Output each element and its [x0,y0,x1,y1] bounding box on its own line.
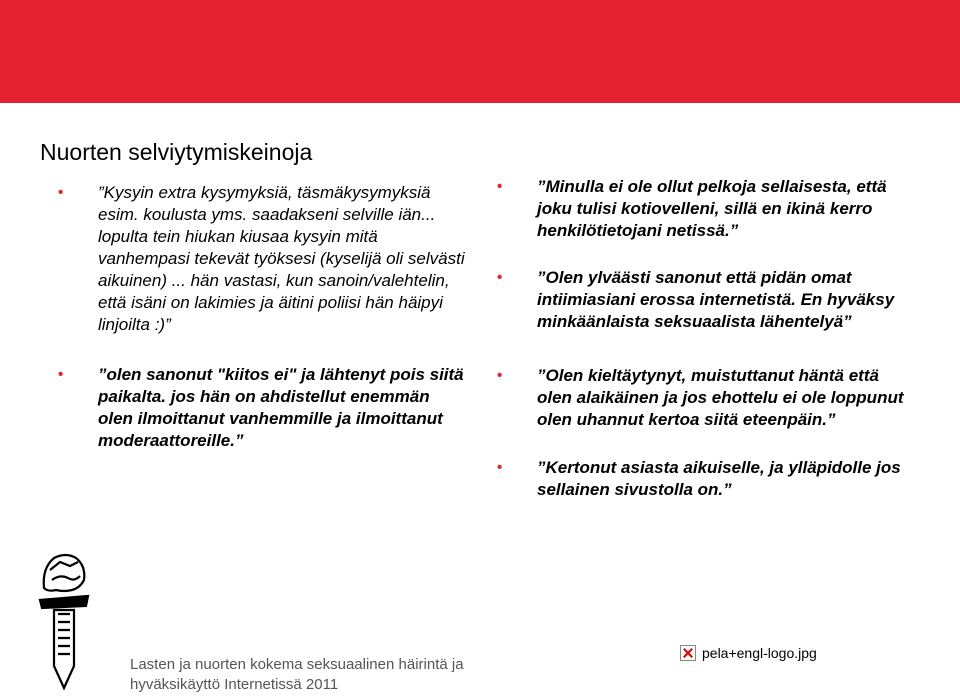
right-quotes-column [497,176,917,529]
quote-text: ”Olen ylväästi sanonut että pidän omat intiimiasiani erossa internetistä. En hyväksy minkäänlaista seksuaalista lähentelyä” [537,268,895,331]
quote-item [58,182,468,336]
quote-item [497,176,917,242]
broken-logo-image [680,645,817,661]
footer-line: hyväksikäyttö Internetissä 2011 [130,676,339,693]
quote-text: ”Minulla ei ole ollut pelkoja sellaisesta, että joku tulisi kotiovelleni, sillä en ikinä kerro henkilötietojani netissä.” [537,177,887,240]
footer-line: Lasten ja nuorten kokema seksuaalinen häirintä ja [130,656,464,673]
quote-text: ”Kysyin extra kysymyksiä, täsmäkysymyksiä esim. koulusta yms. saadakseni selville iän... lopulta tein hiukan kiusaa kysyin mitä vanhempasi tekevät työksesi (kyselijä oli selvästi aikuinen) ... hän vastasi, kun sanoin/valehtelin, että isäni on lakimies ja äitini poliisi hän häipyi linjoilta :)” [98,183,465,334]
bullet-icon: • [497,459,503,476]
left-quotes-column [58,182,468,480]
quote-text: ”olen sanonut "kiitos ei" ja lähtenyt pois siitä paikalta. jos hän on ahdistellut enemmän olen ilmoittanut vanhemmille ja ilmoittanut moderaattoreille.” [98,365,464,450]
image-alt-text: pela+engl-logo.jpg [702,645,817,661]
quote-item [497,457,917,501]
footer-text [130,655,464,695]
broken-image-icon [680,645,696,661]
quote-text: ”Kertonut asiasta aikuiselle, ja ylläpidolle jos sellainen sivustolla on.” [537,458,901,499]
bullet-icon: • [58,366,64,383]
bullet-icon: • [497,178,503,195]
quote-item [497,365,917,431]
bullet-icon: • [58,184,64,201]
bullet-icon: • [497,367,503,384]
quote-item [58,364,468,452]
police-crest-icon [34,548,94,693]
slide-title: Nuorten selviytymiskeinoja [40,139,313,165]
top-red-band [0,0,960,103]
bullet-icon: • [497,269,503,286]
quote-text: ”Olen kieltäytynyt, muistuttanut häntä että olen alaikäinen ja jos ehottelu ei ole loppunut olen uhannut kertoa siitä eteenpäin.” [537,366,904,429]
quote-item [497,267,917,333]
